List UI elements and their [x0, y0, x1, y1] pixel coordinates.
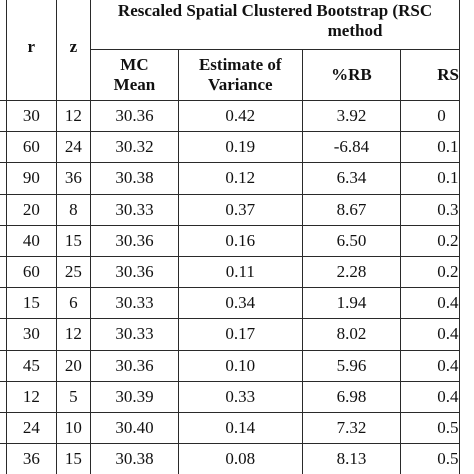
header-r: r [6, 0, 56, 101]
cell-mc-mean: 30.33 [91, 288, 179, 319]
table-body [0, 101, 460, 474]
cell-rb: 7.32 [302, 412, 400, 443]
cell-rs: 0 [401, 101, 460, 132]
table-row [0, 381, 460, 412]
cell-mc-mean: 30.38 [91, 163, 179, 194]
cell-r: 60 [6, 256, 56, 287]
cell-z: 8 [56, 194, 90, 225]
cell-estimate-of-variance: 0.11 [178, 256, 302, 287]
cell-mc-mean: 30.33 [91, 319, 179, 350]
header-method-group [91, 0, 460, 50]
cell-estimate-of-variance: 0.34 [178, 288, 302, 319]
cell-r: 40 [6, 225, 56, 256]
header-method-group-line2: method [327, 21, 383, 40]
cell-r: 12 [6, 381, 56, 412]
cell-mc-mean: 30.33 [91, 194, 179, 225]
cell-mc-mean: 30.39 [91, 381, 179, 412]
header-rs: RS [401, 50, 460, 101]
header-z: z [56, 0, 90, 101]
table-row [0, 288, 460, 319]
table-row [0, 163, 460, 194]
table-row [0, 194, 460, 225]
table-row [0, 412, 460, 443]
header-mc-mean [91, 50, 179, 101]
cell-r: 24 [6, 412, 56, 443]
cell-estimate-of-variance: 0.08 [178, 444, 302, 474]
cell-rs: 0.5 [401, 412, 460, 443]
cell-mc-mean: 30.40 [91, 412, 179, 443]
cell-z: 15 [56, 444, 90, 474]
cell-mc-mean: 30.36 [91, 225, 179, 256]
table-row [0, 132, 460, 163]
cell-rs: 0.2 [401, 225, 460, 256]
cell-rs: 0.2 [401, 256, 460, 287]
cell-rs: 0.3 [401, 194, 460, 225]
cell-r: 60 [6, 132, 56, 163]
cell-rs: 0.4 [401, 288, 460, 319]
cell-r: 20 [6, 194, 56, 225]
cell-estimate-of-variance: 0.37 [178, 194, 302, 225]
table-row [0, 225, 460, 256]
cell-r: 30 [6, 319, 56, 350]
cell-rs: 0.1 [401, 163, 460, 194]
cell-rb: 6.98 [302, 381, 400, 412]
cell-rb: 1.94 [302, 288, 400, 319]
cell-rs: 0.5 [401, 444, 460, 474]
cell-z: 6 [56, 288, 90, 319]
cell-rb: 2.28 [302, 256, 400, 287]
cell-estimate-of-variance: 0.10 [178, 350, 302, 381]
table-row [0, 256, 460, 287]
cell-rs: 0.4 [401, 381, 460, 412]
cell-rb: -6.84 [302, 132, 400, 163]
cell-mc-mean: 30.38 [91, 444, 179, 474]
cell-estimate-of-variance: 0.17 [178, 319, 302, 350]
cell-rs: 0.4 [401, 350, 460, 381]
cell-z: 36 [56, 163, 90, 194]
cell-z: 20 [56, 350, 90, 381]
cell-rb: 8.67 [302, 194, 400, 225]
cell-rb: 8.02 [302, 319, 400, 350]
cell-z: 12 [56, 101, 90, 132]
cell-mc-mean: 30.36 [91, 101, 179, 132]
cell-rb: 5.96 [302, 350, 400, 381]
cell-rb: 6.34 [302, 163, 400, 194]
table-row [0, 101, 460, 132]
header-mc-mean-line1: MC [120, 55, 149, 74]
header-method-group-line1: Rescaled Spatial Clustered Bootstrap (RSC [117, 1, 433, 20]
cell-estimate-of-variance: 0.16 [178, 225, 302, 256]
header-rb: %RB [302, 50, 400, 101]
cell-rs: 0.4 [401, 319, 460, 350]
cell-r: 30 [6, 101, 56, 132]
cell-rb: 8.13 [302, 444, 400, 474]
cell-mc-mean: 30.36 [91, 350, 179, 381]
cell-rb: 6.50 [302, 225, 400, 256]
header-est-var-line2: Variance [208, 75, 273, 94]
cell-estimate-of-variance: 0.14 [178, 412, 302, 443]
cell-estimate-of-variance: 0.19 [178, 132, 302, 163]
table-row [0, 444, 460, 474]
cell-rs: 0.1 [401, 132, 460, 163]
header-row-top [0, 0, 460, 50]
header-mc-mean-line2: Mean [113, 75, 156, 94]
cell-mc-mean: 30.36 [91, 256, 179, 287]
cell-r: 15 [6, 288, 56, 319]
cell-estimate-of-variance: 0.33 [178, 381, 302, 412]
cell-estimate-of-variance: 0.42 [178, 101, 302, 132]
table-row [0, 350, 460, 381]
cell-r: 36 [6, 444, 56, 474]
header-estimate-of-variance [178, 50, 302, 101]
cell-z: 12 [56, 319, 90, 350]
cell-mc-mean: 30.32 [91, 132, 179, 163]
cell-r: 45 [6, 350, 56, 381]
cell-z: 24 [56, 132, 90, 163]
cell-rb: 3.92 [302, 101, 400, 132]
cell-estimate-of-variance: 0.12 [178, 163, 302, 194]
table-row [0, 319, 460, 350]
cell-z: 5 [56, 381, 90, 412]
cell-z: 25 [56, 256, 90, 287]
cell-r: 90 [6, 163, 56, 194]
cell-z: 15 [56, 225, 90, 256]
header-est-var-line1: Estimate of [198, 55, 282, 74]
cell-z: 10 [56, 412, 90, 443]
